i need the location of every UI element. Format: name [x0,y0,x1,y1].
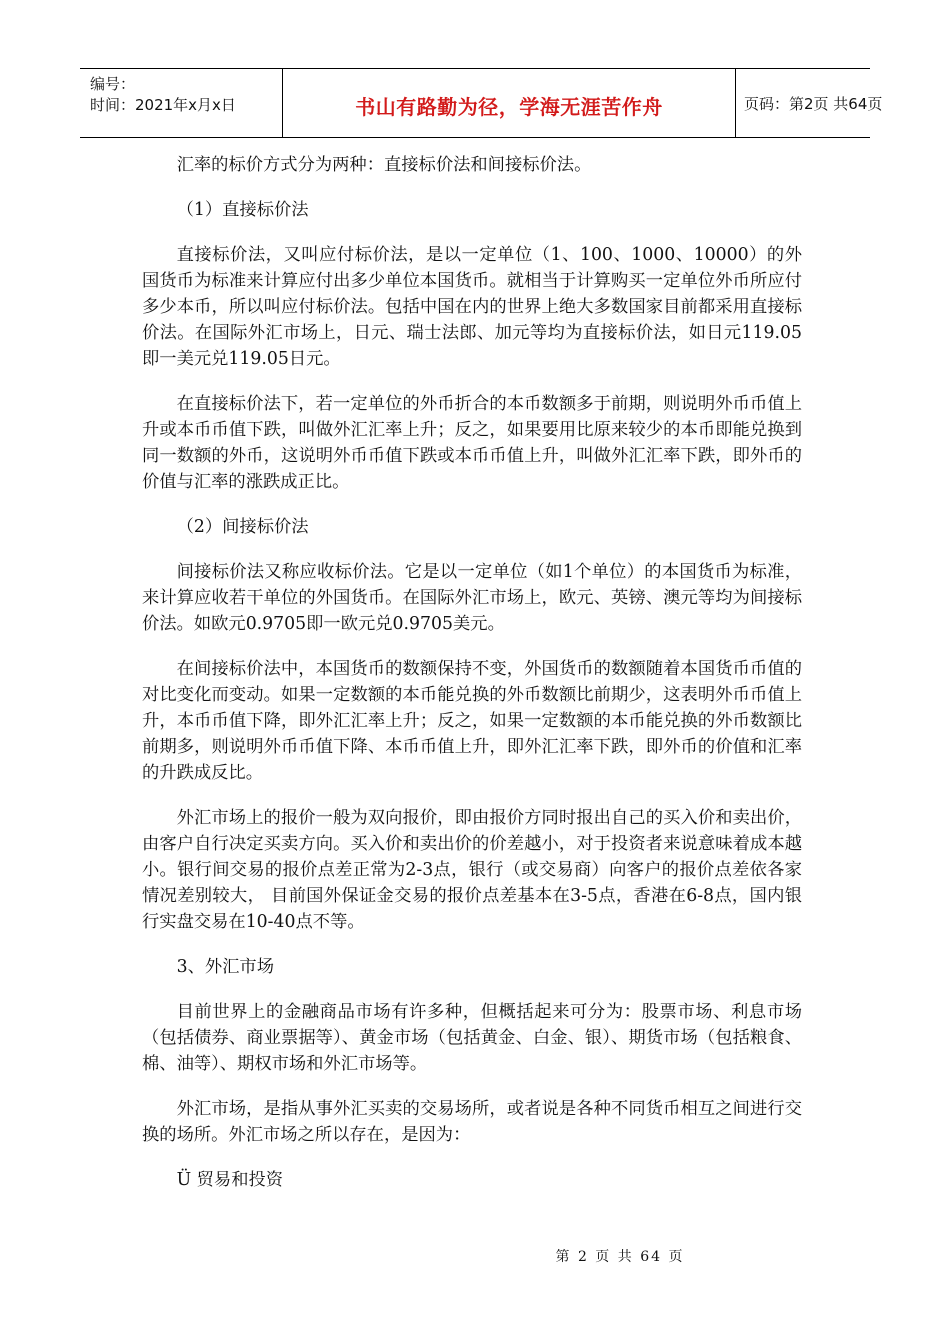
paragraph-financial-markets: 目前世界上的金融商品市场有许多种，但概括起来可分为：股票市场、利息市场（包括债券、商业票据等）、黄金市场（包括黄金、白金、银）、期货市场（包括粮食、棉、油等）、期权市场和外汇市场等。 [142,1002,802,1074]
page-footer: 第 2 页 共 64 页 [555,1249,685,1265]
bullet-trade-investment: Ü 贸易和投资 [176,1170,284,1190]
document-time-label: 时间：2021年x月x日 [90,96,236,114]
header-motto-cell [282,69,736,137]
document-number-label: 编号： [90,75,136,93]
paragraph-intro: 汇率的标价方式分为两种：直接标价法和间接标价法。 [176,155,592,175]
document-header [80,68,883,138]
paragraph-indirect-quote-definition: 间接标价法又称应收标价法。它是以一定单位（如1个单位）的本国货币为标准，来计算应收若干单位的外国货币。在国际外汇市场上，欧元、英镑、澳元等均为间接标价法。如欧元0.9705即一欧元兑0.9705美元。 [142,562,802,634]
section-heading-indirect-quote: （2）间接标价法 [176,517,309,537]
paragraph-direct-quote-definition: 直接标价法，又叫应付标价法，是以一定单位（1、100、1000、10000）的外国货币为标准来计算应付出多少单位本国货币。就相当于计算购买一定单位外币所应付多少本币，所以叫应付标价法。包括中国在内的世界上绝大多数国家目前都采用直接标价法。在国际外汇市场上，日元、瑞士法郎、加元等均为直接标价法，如日元119.05即一美元兑119.05日元。 [142,245,802,369]
paragraph-two-way-quote: 外汇市场上的报价一般为双向报价，即由报价方同时报出自己的买入价和卖出价，由客户自行决定买卖方向。买入价和卖出价的价差越小，对于投资者来说意味着成本越小。银行间交易的报价点差正常为2-3点，银行（或交易商）向客户的报价点差依各家情况差别较大， 目前国外保证金交易的报价点差基本在3-5点，香港在6-8点，国内银行实盘交易在10-40点不等。 [142,808,802,932]
header-page-info: 页码：第2页 共64页 [744,95,883,113]
paragraph-indirect-quote-change: 在间接标价法中，本国货币的数额保持不变，外国货币的数额随着本国货币币值的对比变化而变动。如果一定数额的本币能兑换的外币数额比前期少，这表明外币币值上升，本币币值下降，即外汇汇率上升；反之，如果一定数额的本币能兑换的外币数额比前期多，则说明外币币值下降、本币币值上升，即外汇汇率下跌，即外币的价值和汇率的升跌成反比。 [142,659,802,783]
section-heading-fx-market: 3、外汇市场 [176,957,274,977]
paragraph-direct-quote-change: 在直接标价法下，若一定单位的外币折合的本币数额多于前期，则说明外币币值上升或本币币值下跌，叫做外汇汇率上升；反之，如果要用比原来较少的本币即能兑换到同一数额的外币，这说明外币币值下跌或本币币值上升，叫做外汇汇率下跌，即外币的价值与汇率的涨跌成正比。 [142,394,802,492]
header-page-cell [735,69,883,137]
paragraph-fx-market-definition: 外汇市场，是指从事外汇买卖的交易场所，或者说是各种不同货币相互之间进行交换的场所。外汇市场之所以存在，是因为： [142,1099,802,1145]
section-heading-direct-quote: （1）直接标价法 [176,200,309,220]
document-body [142,152,802,1193]
header-meta-cell [80,69,282,137]
header-motto: 书山有路勤为径，学海无涯苦作舟 [355,95,663,119]
